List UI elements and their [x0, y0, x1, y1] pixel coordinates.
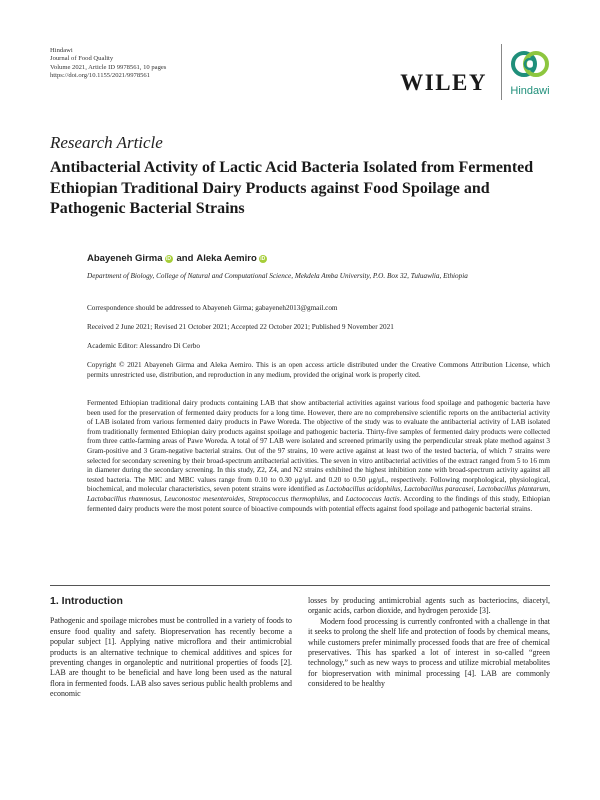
volume-line: Volume 2021, Article ID 9978561, 10 pages [50, 63, 167, 71]
abstract-conjunction: and [332, 494, 344, 503]
author-conjunction: and [176, 253, 194, 264]
author-name[interactable]: Abayeneh Girma [87, 253, 163, 264]
abstract [87, 399, 550, 514]
publication-dates: Received 2 June 2021; Revised 21 October 2021; Accepted 22 October 2021; Published 9 November 2021 [87, 323, 394, 331]
doi-link[interactable]: https://doi.org/10.1155/2021/9978561 [50, 72, 151, 80]
body-column-right [308, 596, 550, 690]
logo-divider [501, 44, 502, 100]
hindawi-rings-icon [510, 47, 550, 83]
journal-name: Journal of Food Quality [50, 55, 114, 63]
author-name[interactable]: Aleka Aemiro [196, 253, 257, 264]
hindawi-logo [510, 47, 550, 97]
publisher-line: Hindawi [50, 47, 73, 54]
paragraph: losses by producing antimicrobial agents such as bacteriocins, diacetyl, organic acids, carbon dioxide, and hydrogen peroxide [3]. [308, 596, 550, 616]
paragraph: Modern food processing is currently confronted with a challenge in that it seeks to prolong the shelf life and protection of foods by chemical means, while customers prefer minimally processed foods that are free of chemical preservatives. This has sparked a lot of interest in so-called “green technology,” such as new ways to process and utilize microbial metabolites for biopreservation with minimal processing [4]. LAB are commonly considered to be healthy [308, 616, 550, 689]
orcid-icon[interactable]: iD [166, 255, 171, 262]
wiley-logo: WILEY [400, 70, 487, 95]
species-list: Lactobacillus acidophilus, Lactobacillus paracasei, Lactobacillus plantarum, Lactobacillus rhamnosus, Leuconostoc mesenteroides, Streptococcus thermophilus, [87, 485, 551, 503]
hindawi-wordmark: Hindawi [510, 85, 550, 97]
affiliation: Department of Biology, College of Natural and Computational Science, Mekdela Amba University, P.O. Box 32, Tuluawlia, Ethiopia [87, 272, 468, 280]
abstract-text: Fermented Ethiopian traditional dairy products containing LAB that show antibacterial activities against various food spoilage and pathogenic bacteria have been used for the preservation of fermented dairy products for a long time. However, there are no comprehensive scientific reports on the antibacterial activity of LAB isolated from various fermented dairy products in Pawe Woreda. The objective of the study was to evaluate the antibacterial activity of LAB isolated from traditionally fermented Ethiopian dairy products against spoilage and pathogenic bacteria. Thirty-five samples of fermented dairy products were collected from three cattle-farming areas of Pawe Woreda. A total of 97 LAB were isolated and screened primarily using the perpendicular streak plate method against 3 Gram-positive and 3 Gram-negative bacterial strains. Out of the 97 strains, 10 were active against at least two of the tested bacteria, of which 7 strains were selected for secondary screening by their broad-spectrum antibacterial activities. The seven in vitro antibacterial activities of the extract ranged from 5 to 16 mm in diameter during the secondary screening. In this study, Z2, Z4, and N2 strains exhibited the highest inhibition zone with broad-spectrum activity against all tested bacteria. The MIC and MBC values range from 0.10 to 0.30 μg/μL and 0.20 to 0.50 μg/μL, respectively. Following morphological, physiological, biochemical, and molecular characteristics, seven potent strains were identified as [87, 399, 550, 494]
correspondence: Correspondence should be addressed to Abayeneh Girma; gabayeneh2013@gmail.com [87, 304, 338, 312]
academic-editor: Academic Editor: Alessandro Di Cerbo [87, 342, 200, 350]
publisher-logos [400, 44, 550, 100]
species-list: Lactococcus lactis. [345, 494, 402, 503]
paragraph: Pathogenic and spoilage microbes must be controlled in a variety of foods to ensure food quality and safety. Biopreservation has recently become a popular subject [1]. Applying native microflora and their antimicrobial products is an alternative technique to chemical additives and spices for preventing changes in organoleptic and nutritional properties of foods [2]. LAB are thought to be beneficial and have long been used as the natural flora in fermented foods. LAB also saves serious public health problems and economic [50, 616, 292, 699]
orcid-icon[interactable]: iD [260, 255, 266, 262]
journal-meta [50, 47, 166, 81]
copyright-notice: Copyright © 2021 Abayeneh Girma and Aleka Aemiro. This is an open access article distributed under the Creative Commons Attribution License, which permits unrestricted use, distribution, and reproduction in any medium, provided the original work is properly cited. [87, 361, 550, 379]
article-title: Antibacterial Activity of Lactic Acid Bacteria Isolated from Fermented Ethiopian Traditional Dairy Products against Food Spoilage and Pathogenic Bacterial Strains [50, 159, 534, 217]
body-column-left [50, 596, 292, 700]
author-list [87, 253, 271, 264]
section-divider [50, 585, 550, 586]
abstract-conclusion: According to the findings of this study, Ethiopian fermented dairy products were the most potent source of bioactive compounds with potential effects against food spoilage and pathogenic bacterial strains. [87, 494, 551, 513]
section-heading: 1. Introduction [50, 595, 123, 607]
article-type: Research Article [50, 133, 163, 152]
